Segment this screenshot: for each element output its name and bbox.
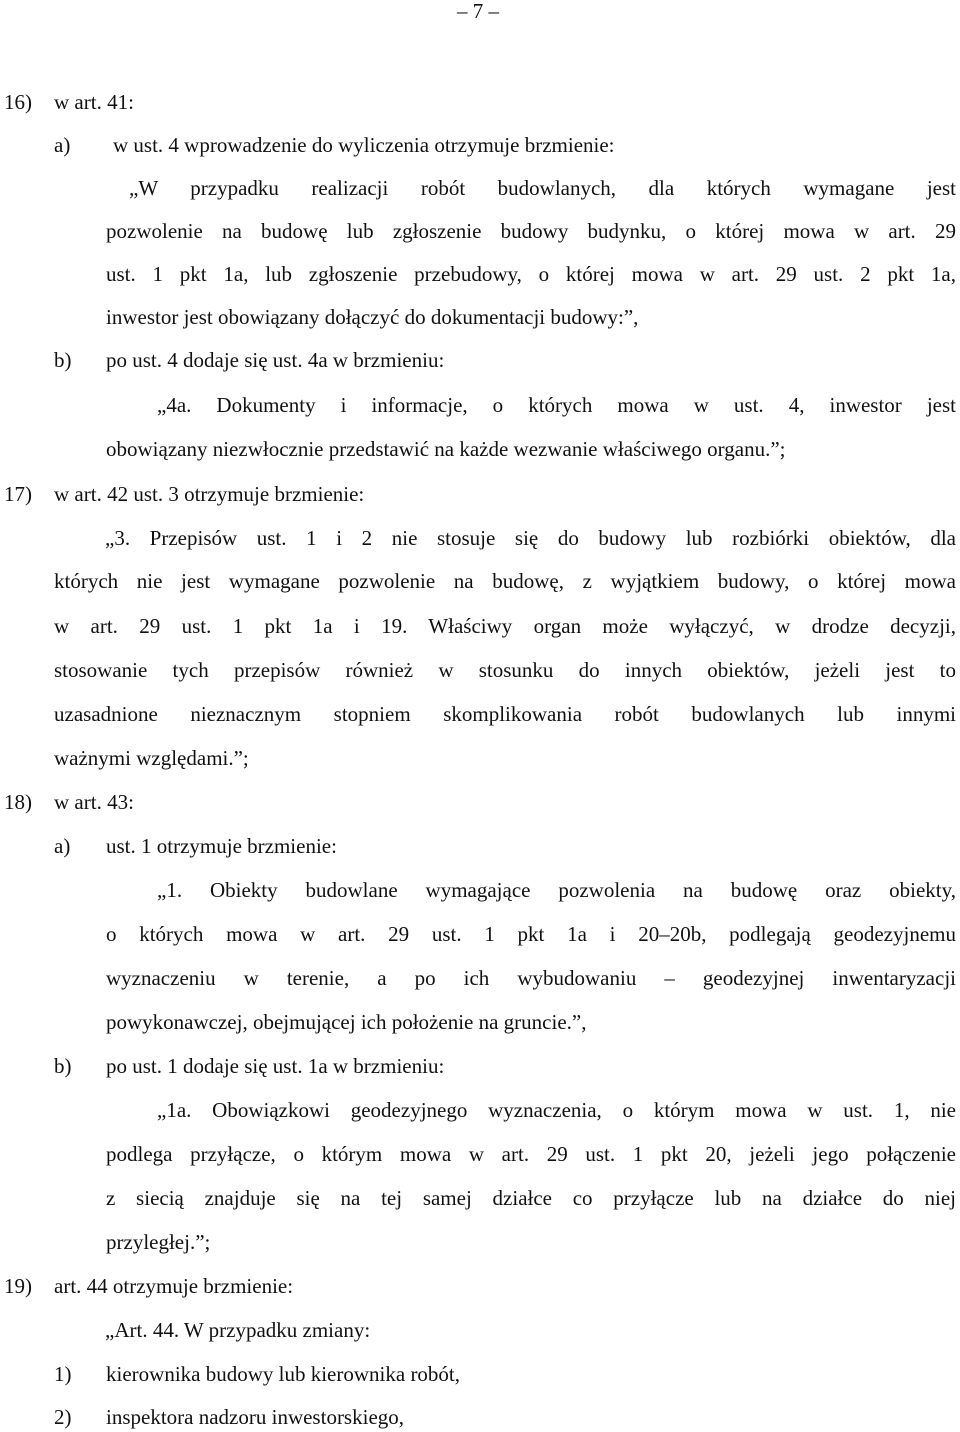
text-line: przyległej.”; xyxy=(106,1230,211,1254)
item-letter: a) xyxy=(54,133,71,157)
text-line: których nie jest wymagane pozwolenie na budowę, z wyjątkiem budowy, o której mowa xyxy=(54,569,956,593)
text-line: obowiązany niezwłocznie przedstawić na każde wezwanie właściwego organu.”; xyxy=(106,437,786,461)
item-text: inspektora nadzoru inwestorskiego, xyxy=(106,1405,405,1429)
text-line: wyznaczeniu w terenie, a po ich wybudowaniu – geodezyjnej inwentaryzacji xyxy=(106,966,956,990)
text-line: z siecią znajduje się na tej samej działce co przyłącze lub na działce do niej xyxy=(106,1186,956,1210)
item-text: w art. 43: xyxy=(54,790,134,814)
text-line: o których mowa w art. 29 ust. 1 pkt 1a i 20–20b, podlegają geodezyjnemu xyxy=(106,922,956,946)
text-line: „3. Przepisów ust. 1 i 2 nie stosuje się do budowy lub rozbiórki obiektów, dla xyxy=(105,526,956,550)
text-line: uzasadnione nieznacznym stopniem skomplikowania robót budowlanych lub innymi xyxy=(54,702,956,726)
item-number: 18) xyxy=(4,790,32,814)
text-line: „W przypadku realizacji robót budowlanych, dla których wymagane jest xyxy=(129,176,956,200)
item-text: w art. 41: xyxy=(54,90,134,114)
item-text: art. 44 otrzymuje brzmienie: xyxy=(54,1274,294,1298)
item-text: w ust. 4 wprowadzenie do wyliczenia otrzymuje brzmienie: xyxy=(113,133,615,157)
item-letter: a) xyxy=(54,834,71,858)
item-text: ust. 1 otrzymuje brzmienie: xyxy=(106,834,337,858)
item-letter: b) xyxy=(54,348,72,372)
item-text: w art. 42 ust. 3 otrzymuje brzmienie: xyxy=(54,482,365,506)
item-number: 19) xyxy=(4,1274,32,1298)
text-line: stosowanie tych przepisów również w stosunku do innych obiektów, jeżeli jest to xyxy=(54,658,956,682)
text-line: „4a. Dokumenty i informacje, o których mowa w ust. 4, inwestor jest xyxy=(157,393,956,417)
item-text: po ust. 4 dodaje się ust. 4a w brzmieniu: xyxy=(106,348,445,372)
item-number: 17) xyxy=(4,482,32,506)
text-line: ust. 1 pkt 1a, lub zgłoszenie przebudowy, o której mowa w art. 29 ust. 2 pkt 1a, xyxy=(106,262,956,286)
text-line: „1. Obiekty budowlane wymagające pozwolenia na budowę oraz obiekty, xyxy=(157,878,956,902)
text-line: inwestor jest obowiązany dołączyć do dokumentacji budowy:”, xyxy=(106,305,639,329)
text-line: podlega przyłącze, o którym mowa w art. 29 ust. 1 pkt 20, jeżeli jego połączenie xyxy=(106,1142,956,1166)
item-text: kierownika budowy lub kierownika robót, xyxy=(106,1362,461,1386)
text-line: ważnymi względami.”; xyxy=(54,746,249,770)
item-text: po ust. 1 dodaje się ust. 1a w brzmieniu: xyxy=(106,1054,445,1078)
item-number: 2) xyxy=(54,1405,72,1429)
text-line: w art. 29 ust. 1 pkt 1a i 19. Właściwy organ może wyłączyć, w drodze decyzji, xyxy=(54,614,956,638)
page-number: – 7 – xyxy=(457,0,499,23)
item-number: 1) xyxy=(54,1362,72,1386)
text-line: „Art. 44. W przypadku zmiany: xyxy=(105,1318,371,1342)
text-line: pozwolenie na budowę lub zgłoszenie budowy budynku, o której mowa w art. 29 xyxy=(106,219,956,243)
text-line: powykonawczej, obejmującej ich położenie na gruncie.”, xyxy=(106,1010,587,1034)
text-line: „1a. Obowiązkowi geodezyjnego wyznaczenia, o którym mowa w ust. 1, nie xyxy=(157,1098,956,1122)
item-letter: b) xyxy=(54,1054,72,1078)
item-number: 16) xyxy=(4,90,32,114)
